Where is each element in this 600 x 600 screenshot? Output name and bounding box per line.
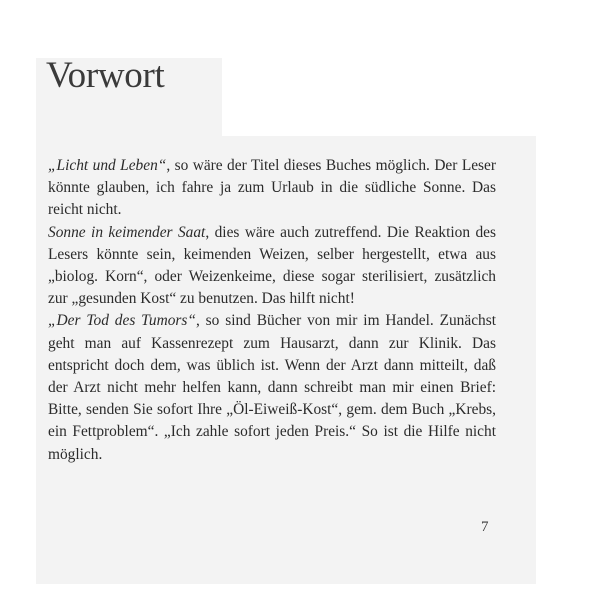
paragraph-3-text: , so sind Bücher von mir im Handel. Zunächst geht man auf Kassenrezept zum Hausarzt, dann zur Klinik. Das entspricht doch dem, was üblich ist. Wenn der Arzt dann mitteilt, daß der Arzt nicht mehr helfen kann, dann schreibt man mir einen Brief: Bitte, senden Sie sofort Ihre „Öl-Eiweiß-Kost“, gem. dem Buch „Krebs, ein Fettproblem“. „Ich zahle sofort jeden Preis.“ So ist die Hilfe nicht möglich. <box>48 312 497 463</box>
page-number: 7 <box>481 519 489 535</box>
paragraph-3 <box>48 310 496 465</box>
paragraph-2 <box>48 222 496 311</box>
paragraph-2-text: , dies wäre auch zutreffend. Die Reaktion des Lesers könnte sein, keimenden Weizen, selber hergestellt, etwa aus „biolog. Korn“, oder Weizenkeime, diese sogar sterilisiert, zusätzlich zur „gesunden Kost“ zu benutzen. Das hilft nicht! <box>48 223 496 308</box>
paragraph-1-title: „Licht und Leben“ <box>48 157 167 174</box>
paragraph-1 <box>48 155 496 222</box>
paragraph-2-title: Sonne in keimender Saat <box>48 223 206 241</box>
paragraph-3-title: „Der Tod des Tumors“ <box>48 312 196 330</box>
body-text <box>48 155 496 466</box>
paragraph-1-text: , so wäre der Titel dieses Buches möglich. Der Leser könnte glauben, ich fahre ja zum Urlaub in die südliche Sonne. Das reicht nicht. <box>48 157 496 219</box>
page-title: Vorwort <box>46 55 165 96</box>
